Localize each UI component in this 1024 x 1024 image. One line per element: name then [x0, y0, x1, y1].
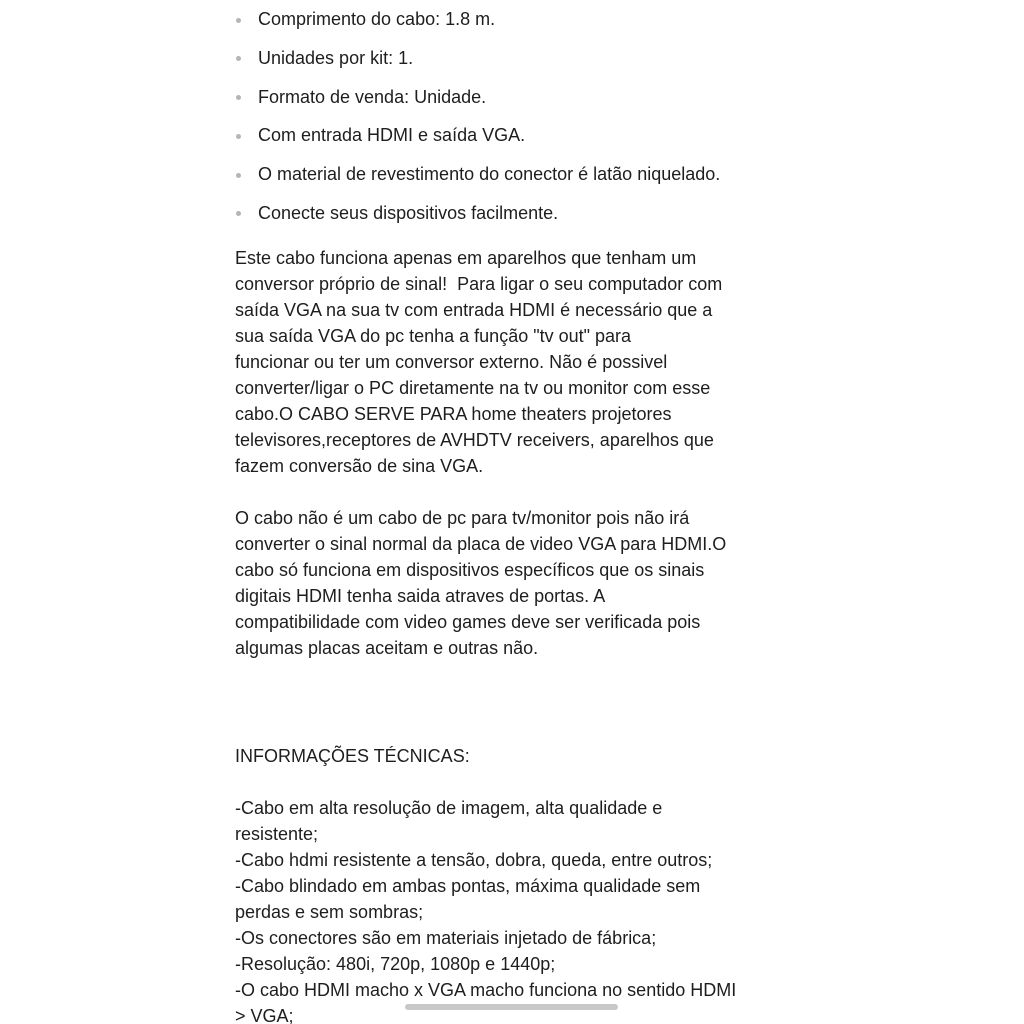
technical-info-list: [235, 795, 805, 1024]
paragraph-line: cabo.O CABO SERVE PARA home theaters projetores: [235, 403, 672, 424]
bullet-dot-icon: [236, 211, 241, 216]
home-indicator-bar[interactable]: [405, 1004, 618, 1010]
paragraph-line: algumas placas aceitam e outras não.: [235, 637, 539, 658]
technical-line: -Os conectores são em materiais injetado de fábrica;: [235, 927, 657, 948]
paragraph-line: fazem conversão de sina VGA.: [235, 455, 484, 476]
feature-list: [235, 0, 805, 233]
paragraph-line: cabo só funciona em dispositivos específicos que os sinais: [235, 559, 705, 580]
bullet-dot-icon: [236, 56, 241, 61]
warning-paragraph: [235, 505, 805, 661]
paragraph-line: televisores,receptores de AVHDTV receivers, aparelhos que: [235, 429, 714, 450]
technical-line: -Cabo em alta resolução de imagem, alta qualidade e: [235, 797, 663, 818]
bullet-dot-icon: [236, 95, 241, 100]
bullet-dot-icon: [236, 18, 241, 23]
feature-text: Comprimento do cabo: 1.8 m.: [258, 9, 496, 29]
paragraph-line: saída VGA na sua tv com entrada HDMI é necessário que a: [235, 299, 713, 320]
paragraph-line: digitais HDMI tenha saida atraves de portas. A: [235, 585, 606, 606]
feature-item: [235, 39, 805, 78]
paragraph-line: Este cabo funciona apenas em aparelhos que tenham um: [235, 247, 697, 268]
technical-info-heading: [235, 743, 805, 769]
bullet-dot-icon: [236, 134, 241, 139]
feature-item: [235, 0, 805, 39]
heading-text: INFORMAÇÕES TÉCNICAS:: [235, 745, 470, 766]
bullet-dot-icon: [236, 173, 241, 178]
feature-item: [235, 116, 805, 155]
feature-text: Unidades por kit: 1.: [258, 47, 414, 68]
technical-line: -Cabo hdmi resistente a tensão, dobra, queda, entre outros;: [235, 849, 713, 870]
feature-item: [235, 194, 805, 233]
technical-line: -O cabo HDMI macho x VGA macho funciona no sentido HDMI: [235, 979, 737, 1000]
paragraph-line: compatibilidade com video games deve ser verificada pois: [235, 611, 701, 632]
paragraph-line: converter o sinal normal da placa de video VGA para HDMI.O: [235, 533, 727, 554]
description-content: [235, 0, 805, 1024]
feature-text: Formato de venda: Unidade.: [258, 86, 487, 107]
technical-line: > VGA;: [235, 1005, 294, 1024]
technical-line: -Resolução: 480i, 720p, 1080p e 1440p;: [235, 953, 556, 974]
compatibility-paragraph: [235, 245, 805, 479]
technical-line: -Cabo blindado em ambas pontas, máxima qualidade sem: [235, 875, 701, 896]
feature-item: [235, 155, 805, 194]
paragraph-line: converter/ligar o PC diretamente na tv ou monitor com esse: [235, 377, 711, 398]
feature-text: Conecte seus dispositivos facilmente.: [258, 202, 559, 223]
feature-item: [235, 78, 805, 117]
feature-text: O material de revestimento do conector é latão niquelado.: [258, 164, 721, 185]
paragraph-line: conversor próprio de sinal! Para ligar o seu computador com: [235, 273, 723, 294]
paragraph-line: funcionar ou ter um conversor externo. Não é possivel: [235, 351, 668, 372]
technical-line: perdas e sem sombras;: [235, 901, 424, 922]
feature-text: Com entrada HDMI e saída VGA.: [258, 125, 526, 146]
technical-line: resistente;: [235, 823, 319, 844]
paragraph-line: sua saída VGA do pc tenha a função "tv out" para: [235, 325, 632, 346]
paragraph-line: O cabo não é um cabo de pc para tv/monitor pois não irá: [235, 507, 690, 528]
